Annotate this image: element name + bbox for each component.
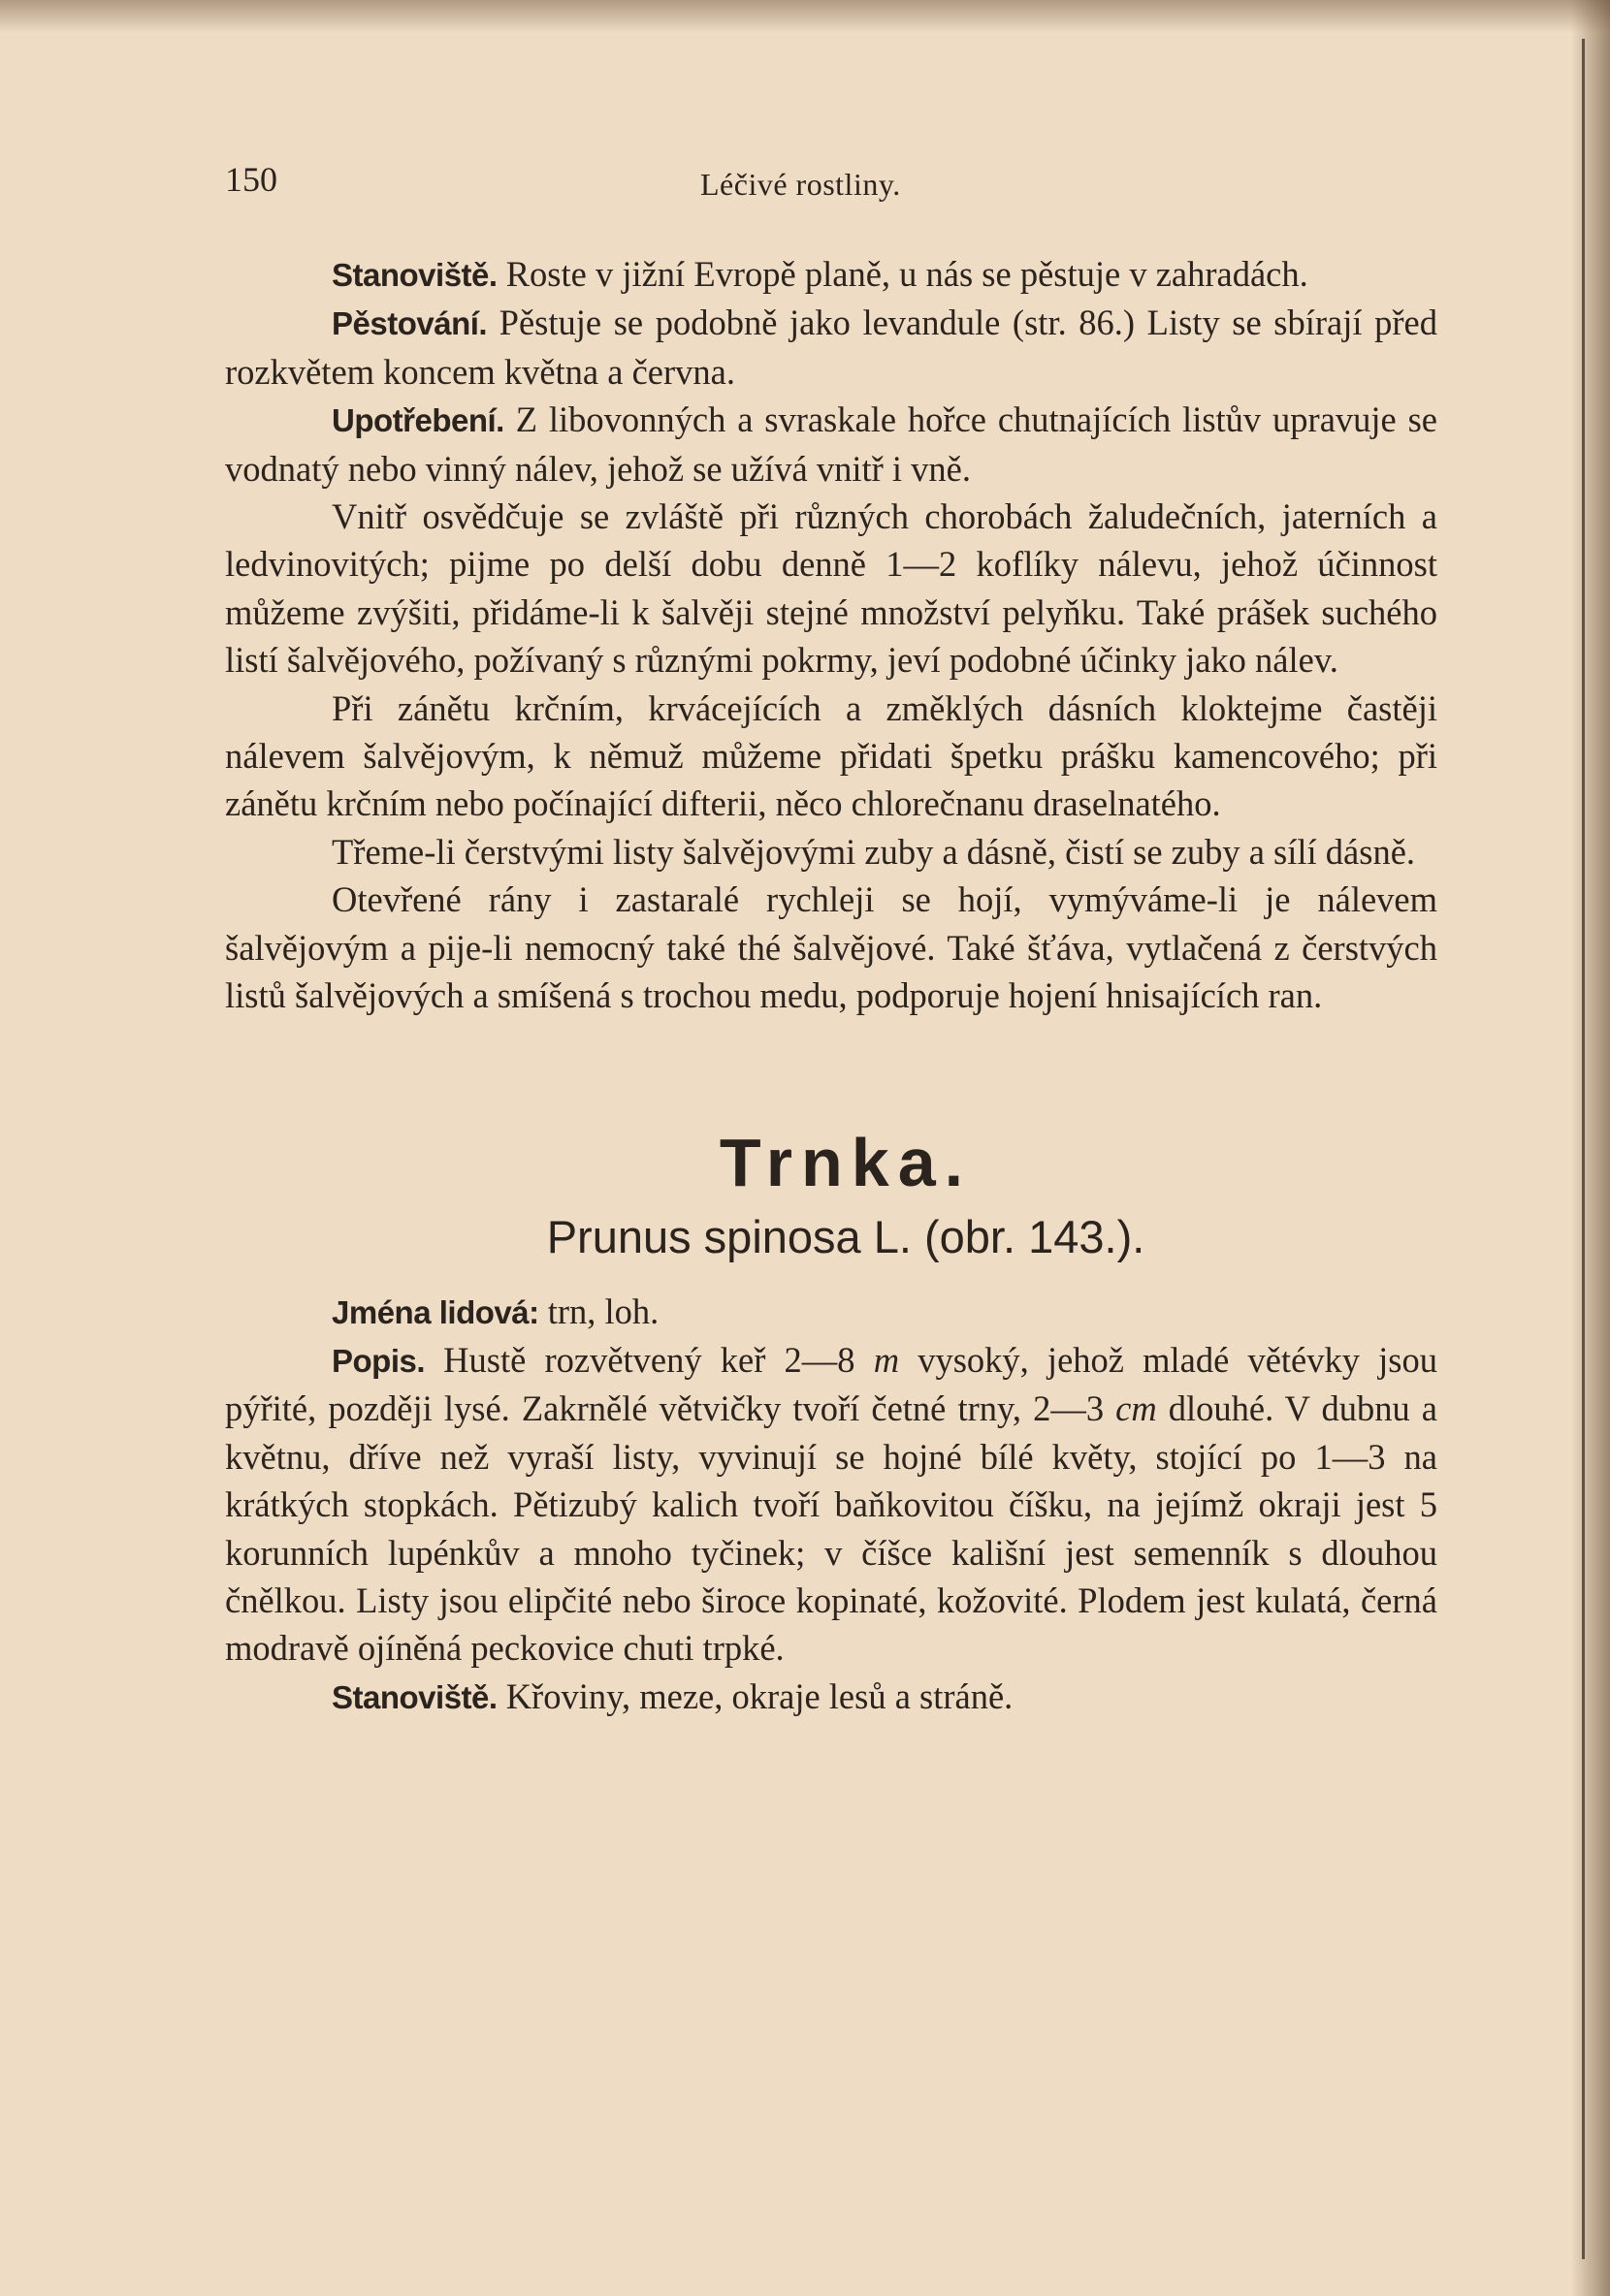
usage-text: Z libovonných a svraskale hořce chutnajících listův upravuje se vodnatý nebo vinný nálev, jehož se užívá vnitř i vně.	[225, 399, 1437, 489]
description-text-a: Hustě rozvětvený keř 2—8	[425, 1339, 874, 1380]
trnka-habitat-text: Křoviny, meze, okraje lesů a stráně.	[497, 1675, 1014, 1716]
page-gutter-shadow	[1571, 0, 1610, 2296]
description-text-b: vysoký, jehož mladé větévky jsou pýřité, později lysé. Zakrnělé větvičky tvoří četné trny, 2—3	[225, 1339, 1437, 1429]
salvia-throat-paragraph: Při zánětu krčním, krvácejících a změklých dásních kloktejme častěji nálevem šalvějovým, k němuž můžeme přidati špetku prášku kamencového; při zánětu krčním nebo počínající difterii, něco chlorečnanu draselnatého.	[225, 687, 1437, 824]
cultivation-label: Pěstování.	[332, 305, 488, 342]
salvia-teeth-paragraph: Třeme-li čerstvými listy šalvějovými zuby a dásně, čistí se zuby a sílí dásně.	[332, 831, 1416, 872]
cultivation-text: Pěstuje se podobně jako levandule (str. 86.) Listy se sbírají před rozkvětem koncem května a června.	[225, 303, 1437, 392]
folk-names-text: trn, loh.	[538, 1291, 660, 1331]
running-head	[225, 159, 1437, 217]
salvia-cultivation-paragraph	[225, 299, 1437, 396]
page-top-shadow	[0, 0, 1610, 33]
description-text-c: dlouhé. V dubnu a květnu, dříve než vyraší listy, vyvinují se hojné bílé květy, stojící po 1—3 na krátkých stopkách. Pětizubý kalich tvoří baňkovitou číšku, na jejímž okraji jest 5 korunních lupénkův a mnoho tyčinek; v číšce kališní jest semenník s dlouhou čnělkou. Listy jsou elipčité nebo široce kopinaté, kožovité. Plodem jest kulatá, černá modravě ojíněná peckovice chuti trpké.	[225, 1388, 1437, 1669]
trnka-habitat-paragraph	[225, 1673, 1437, 1721]
description-label: Popis.	[332, 1342, 426, 1379]
usage-label: Upotřebení.	[332, 402, 504, 439]
unit-centimeters: cm	[1115, 1388, 1157, 1429]
section-subtitle: Prunus spinosa L. (obr. 143.).	[546, 1210, 1145, 1262]
habitat-label: Stanoviště.	[332, 257, 498, 293]
page-edge-line	[1582, 39, 1585, 2259]
folk-names-label: Jména lidová:	[332, 1293, 539, 1330]
page-text	[225, 250, 1437, 1721]
page-number: 150	[225, 160, 277, 199]
section-title: Trnka.	[719, 1124, 973, 1200]
salvia-usage-paragraph	[225, 396, 1437, 493]
running-title: Léčivé rostliny.	[700, 167, 901, 202]
trnka-habitat-label: Stanoviště.	[332, 1678, 498, 1715]
unit-meters: m	[873, 1339, 900, 1380]
salvia-habitat-paragraph	[225, 250, 1437, 299]
folk-names-paragraph	[225, 1288, 1437, 1336]
salvia-wounds-paragraph: Otevřené rány i zastaralé rychleji se hojí, vymýváme-li je nálevem šalvějovým a pije-li nemocný také thé šalvějové. Také šťáva, vytlačená z čerstvých listů šalvějových a smíšená s trochou medu, podporuje hojení hnisajících ran.	[225, 879, 1437, 1016]
salvia-internal-use-paragraph: Vnitř osvědčuje se zvláště při různých chorobách žaludečních, jaterních a ledvinovitých; pijme po delší dobu denně 1—2 koflíky nálevu, jehož účinnost můžeme zvýšiti, přidáme-li k šalvěji stejné množství pelyňku. Také prášek suchého listí šalvějového, požívaný s různými pokrmy, jeví podobné účinky jako nálev.	[225, 496, 1437, 681]
description-paragraph	[225, 1336, 1437, 1673]
habitat-text: Roste v jižní Evropě planě, u nás se pěstuje v zahradách.	[497, 254, 1308, 294]
